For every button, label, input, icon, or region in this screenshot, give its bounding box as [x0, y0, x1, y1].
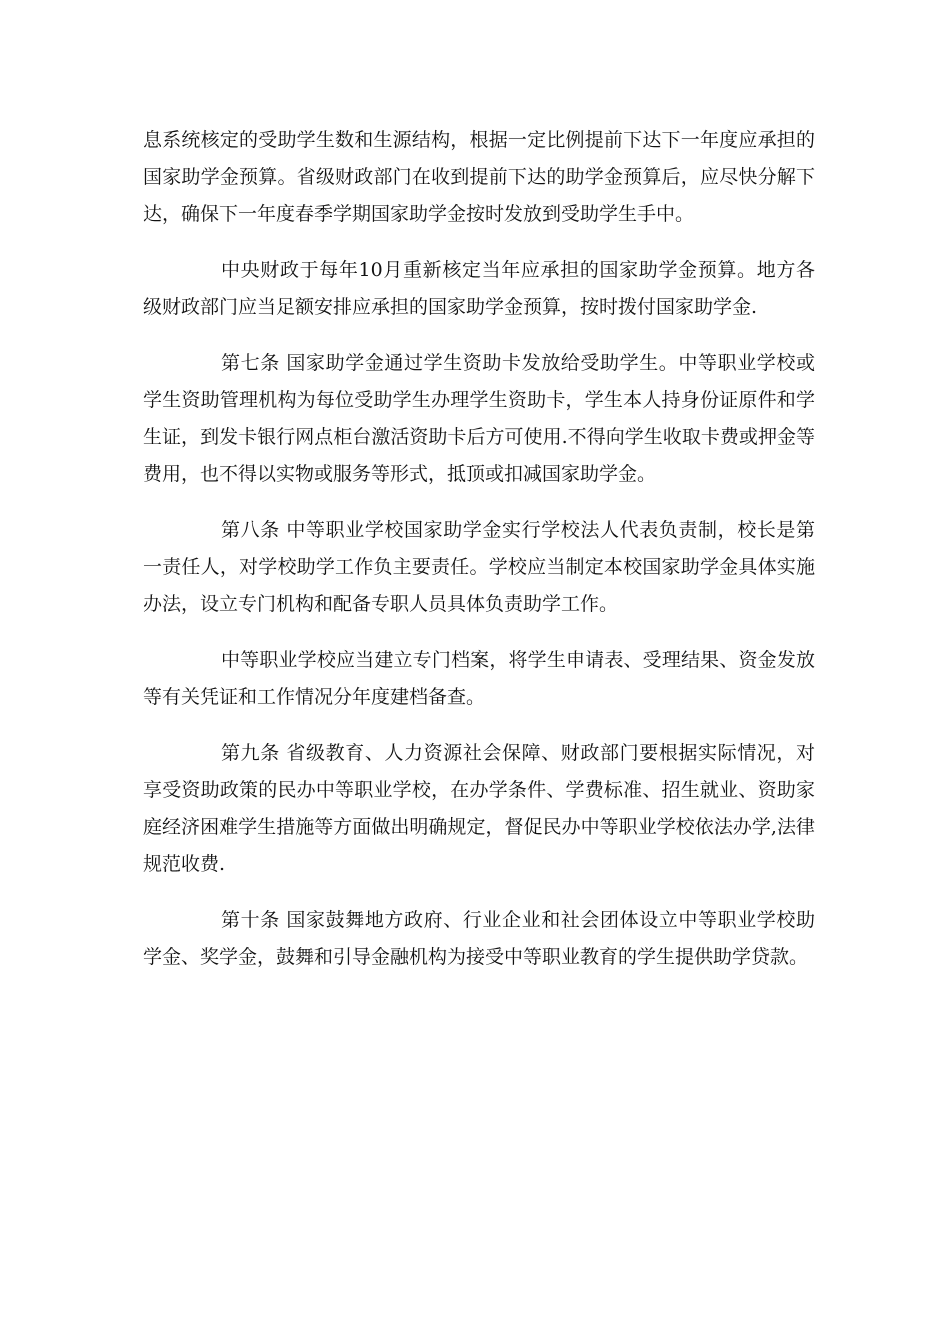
document-body [143, 122, 815, 995]
paragraph-6-article-9: 第九条 省级教育、人力资源社会保障、财政部门要根据实际情况，对享受资助政策的民办中等职业学校，在办学条件、学费标准、招生就业、资助家庭经济困难学生措施等方面做出明确规定，督促民办中等职业学校依法办学,法律规范收费. [143, 742, 815, 875]
paragraph-2: 中央财政于每年10月重新核定当年应承担的国家助学金预算。地方各级财政部门应当足额安排应承担的国家助学金预算，按时拨付国家助学金. [143, 259, 815, 318]
paragraph-7-article-10: 第十条 国家鼓舞地方政府、行业企业和社会团体设立中等职业学校助学金、奖学金，鼓舞和引导金融机构为接受中等职业教育的学生提供助学贷款。 [143, 909, 815, 968]
paragraph-4-article-8: 第八条 中等职业学校国家助学金实行学校法人代表负责制，校长是第一责任人，对学校助学工作负主要责任。学校应当制定本校国家助学金具体实施办法，设立专门机构和配备专职人员具体负责助学工作。 [143, 519, 815, 615]
paragraph-5: 中等职业学校应当建立专门档案，将学生申请表、受理结果、资金发放等有关凭证和工作情况分年度建档备查。 [143, 649, 815, 708]
paragraph-3-article-7: 第七条 国家助学金通过学生资助卡发放给受助学生。中等职业学校或学生资助管理机构为每位受助学生办理学生资助卡，学生本人持身份证原件和学生证，到发卡银行网点柜台激活资助卡后方可使用.不得向学生收取卡费或押金等费用，也不得以实物或服务等形式，抵顶或扣减国家助学金。 [143, 352, 815, 485]
paragraph-1: 息系统核定的受助学生数和生源结构，根据一定比例提前下达下一年度应承担的国家助学金预算。省级财政部门在收到提前下达的助学金预算后，应尽快分解下达，确保下一年度春季学期国家助学金按时发放到受助学生手中。 [143, 129, 815, 225]
